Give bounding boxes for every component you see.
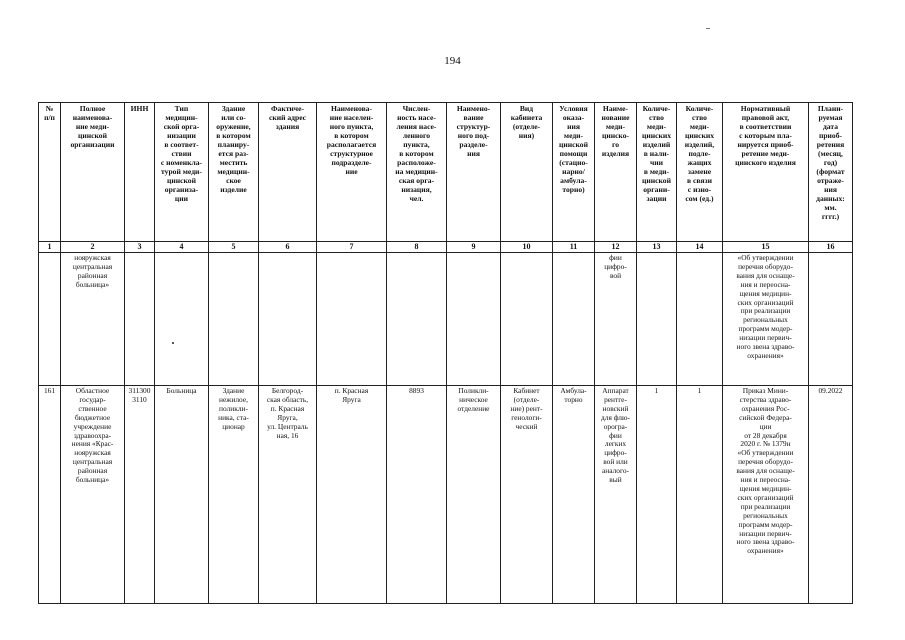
scan-speck <box>172 342 174 344</box>
table-cell: Поликли- ническое отделение <box>447 386 501 604</box>
header-cell: Полное наименова- ние меди- цинской организации <box>61 103 125 242</box>
table-cell <box>553 253 595 386</box>
table-cell: 1 <box>637 386 677 604</box>
column-number: 4 <box>155 242 209 253</box>
table-cell: Больница <box>155 386 209 604</box>
table-cell: 8893 <box>387 386 447 604</box>
column-number: 14 <box>677 242 723 253</box>
table-cell: Кабинет (отделе- ние) рент- генологи- ческий <box>501 386 553 604</box>
table-cell <box>809 253 853 386</box>
table-row <box>39 253 853 386</box>
header-cell: Числен- ность насе- ления насе- ленного пункта, в котором расположе- на медицин- ская орга- низация, чел. <box>387 103 447 242</box>
column-number: 9 <box>447 242 501 253</box>
table-cell: Белгород- ская область, п. Красная Яруга, ул. Централь ная, 16 <box>259 386 317 604</box>
table-cell: Здание нежилое, поликли- ника, ста- ционар <box>209 386 259 604</box>
column-number: 3 <box>125 242 155 253</box>
data-table <box>38 102 853 604</box>
table-cell: 161 <box>39 386 61 604</box>
column-number: 15 <box>723 242 809 253</box>
table-cell <box>125 253 155 386</box>
table-cell <box>209 253 259 386</box>
table-cell <box>259 253 317 386</box>
table-cell: Аппарат рентге- новский для флю- орогра- фии легких цифро- вой или аналого- вый <box>595 386 637 604</box>
header-cell: Условия оказа- ния меди- цинской помощи (стацио- нарно/ амбула- торно) <box>553 103 595 242</box>
table-cell: 09.2022 <box>809 386 853 604</box>
table-cell: 311300 3110 <box>125 386 155 604</box>
table-cell: Областное государ- ственное бюджетное учреждение здравоохра- нения «Крас- нояружская центральная районная больница» <box>61 386 125 604</box>
header-cell: Количе- ство меди- цинских изделий, подле- жащих замене в связи с изно- сом (ед.) <box>677 103 723 242</box>
header-row <box>39 103 853 242</box>
column-number-row <box>39 242 853 253</box>
table-cell <box>677 253 723 386</box>
scan-speck <box>706 28 710 29</box>
column-number: 6 <box>259 242 317 253</box>
table-cell <box>387 253 447 386</box>
column-number: 13 <box>637 242 677 253</box>
column-number: 12 <box>595 242 637 253</box>
table-row <box>39 386 853 604</box>
table-cell <box>447 253 501 386</box>
column-number: 1 <box>39 242 61 253</box>
column-number: 11 <box>553 242 595 253</box>
table-cell <box>317 253 387 386</box>
column-number: 16 <box>809 242 853 253</box>
header-cell: Наименова- ние населен- ного пункта, в котором располагается структурное подразделе- ние <box>317 103 387 242</box>
header-cell: Количе- ство меди- цинских изделий в нали- чии в меди- цинской органи- зации <box>637 103 677 242</box>
table-cell <box>637 253 677 386</box>
header-cell: № п/п <box>39 103 61 242</box>
column-number: 8 <box>387 242 447 253</box>
table-cell: Амбула- торно <box>553 386 595 604</box>
table-cell: Приказ Мини- стерства здраво- охранения Рос- сийской Федера- ции от 28 декабря 2020 г. № 1379н «Об утверждении перечня оборудо- вания для оснаще- ния и переосна- щения медицин- ских организаций при реализации региональных программ модер- низации первич- ного звена здраво- охранения» <box>723 386 809 604</box>
table-cell <box>501 253 553 386</box>
table-cell: «Об утверждении перечня оборудо- вания для оснаще- ния и переосна- щения медицин- ских организаций при реализации региональных программ модер- низации первич- ного звена здраво- охранения» <box>723 253 809 386</box>
header-cell: Наимено- вание структур- ного под- разделе- ния <box>447 103 501 242</box>
table-cell: фии цифро- вой <box>595 253 637 386</box>
table-cell <box>39 253 61 386</box>
header-cell: Плани- руемая дата приоб- ретения (месяц, год) (формат отраже- ния данных: мм. гггг.) <box>809 103 853 242</box>
column-number: 2 <box>61 242 125 253</box>
header-cell: Нормативный правовой акт, в соответствии с которым пла- нируется приоб- ретение меди- цинского изделия <box>723 103 809 242</box>
column-number: 5 <box>209 242 259 253</box>
table-cell <box>155 253 209 386</box>
header-cell: Наиме- нование меди- цинско- го изделия <box>595 103 637 242</box>
header-cell: Фактиче- ский адрес здания <box>259 103 317 242</box>
column-number: 7 <box>317 242 387 253</box>
table-cell: нояружская центральная районная больница» <box>61 253 125 386</box>
header-cell: ИНН <box>125 103 155 242</box>
table-cell: п. Красная Яруга <box>317 386 387 604</box>
table-cell: 1 <box>677 386 723 604</box>
header-cell: Здание или со- оружение, в котором планиру- ется раз- местить медицин- ское изделие <box>209 103 259 242</box>
column-number: 10 <box>501 242 553 253</box>
header-cell: Вид кабинета (отделе- ния) <box>501 103 553 242</box>
header-cell: Тип медицин- ской орга- низации в соответ- ствии с номенкла- турой меди- цинской организа- ции <box>155 103 209 242</box>
page-number: 194 <box>444 55 461 67</box>
